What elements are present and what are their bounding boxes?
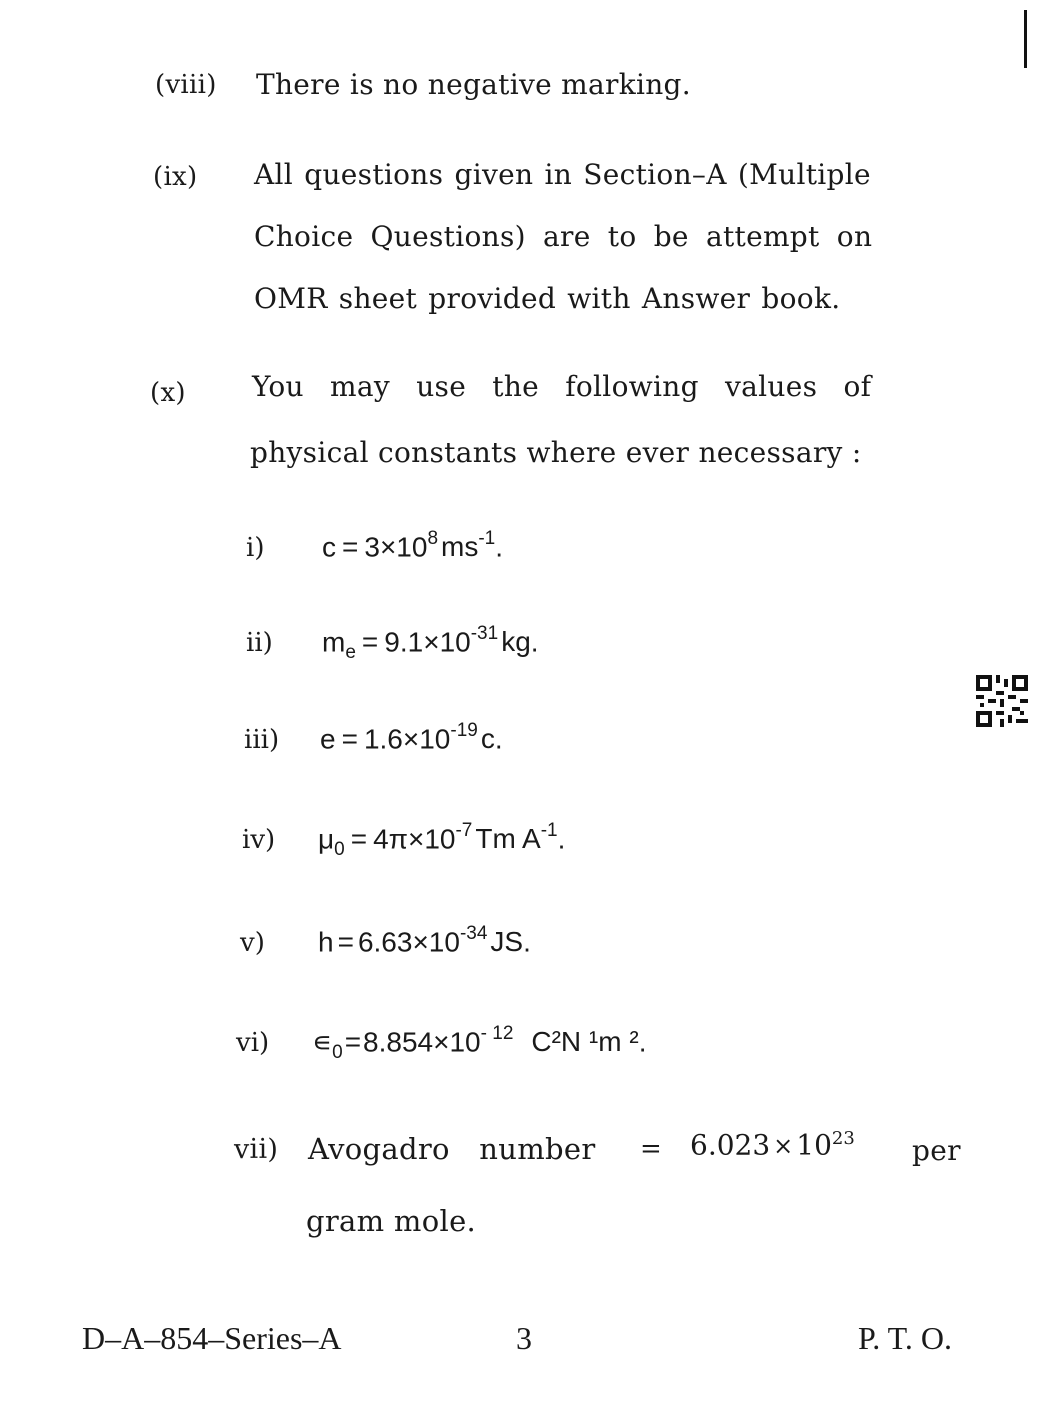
- mantissa: 4π: [373, 823, 408, 855]
- constant-subscript: e: [345, 641, 356, 663]
- instruction-ix-line-1: All questions given in Section–A (Multiple: [254, 158, 871, 191]
- instruction-label-viii: (viii): [155, 70, 217, 100]
- unit: c: [480, 723, 495, 755]
- instruction-ix-line-2: Choice Questions) are to be attempt on: [254, 220, 873, 253]
- constant-label: v): [240, 928, 265, 959]
- constant-row: [246, 625, 539, 664]
- terminal-period: .: [557, 823, 566, 855]
- times-sign: ×: [412, 926, 429, 958]
- unit: Tm A: [475, 823, 541, 855]
- constant-symbol: ∊: [312, 1026, 333, 1058]
- constant-subscript: 0: [334, 838, 345, 860]
- mantissa: 6.63: [357, 926, 413, 958]
- instruction-label-x: (x): [150, 378, 186, 408]
- pto-note: P. T. O.: [858, 1320, 952, 1356]
- constant-symbol: h: [318, 926, 334, 958]
- equals-sign: =: [337, 926, 354, 958]
- mantissa: 1.6: [363, 723, 403, 755]
- avogadro-exponent: 23: [831, 1128, 855, 1149]
- constant-symbol: m: [322, 626, 346, 658]
- terminal-period: .: [523, 926, 531, 958]
- times-sign: ×: [402, 723, 420, 755]
- terminal-period: .: [530, 626, 539, 658]
- terminal-period: .: [495, 531, 504, 563]
- constant-row: [240, 925, 531, 958]
- base: 10: [449, 1026, 481, 1058]
- instruction-viii-line-1: There is no negative marking.: [256, 68, 691, 101]
- base: 10: [419, 723, 451, 755]
- mantissa: 3: [364, 531, 380, 563]
- unit-exponent: -1: [478, 528, 496, 549]
- equals-sign: =: [342, 531, 359, 563]
- constant-row: [244, 722, 503, 755]
- avogadro-equals: =: [640, 1134, 663, 1164]
- equals-sign: =: [361, 626, 379, 658]
- page-number: 3: [516, 1320, 532, 1356]
- exponent: 8: [427, 528, 439, 549]
- constant-row: [236, 1025, 646, 1064]
- constant-label: ii): [246, 628, 273, 659]
- exponent: -31: [470, 623, 499, 644]
- base: 10: [396, 531, 428, 563]
- constant-subscript: 0: [332, 1041, 343, 1063]
- constant-symbol: e: [320, 723, 336, 755]
- avogadro-name: Avogadro number: [308, 1132, 596, 1166]
- times-sign: ×: [423, 626, 440, 658]
- constant-label: iii): [244, 725, 280, 756]
- equals-sign: =: [344, 1026, 362, 1058]
- times-sign: ×: [773, 1132, 794, 1161]
- avogadro-value: [690, 1128, 855, 1161]
- avogadro-line-2: gram mole.: [306, 1204, 477, 1238]
- avogadro-per: per: [912, 1134, 961, 1167]
- equals-sign: =: [341, 723, 358, 755]
- unit: C²N ¹m ²: [531, 1026, 639, 1058]
- unit: ms: [441, 531, 479, 563]
- base: 10: [428, 926, 460, 958]
- times-sign: ×: [407, 823, 425, 855]
- exponent: -34: [459, 923, 488, 944]
- constant-label: i): [246, 533, 265, 564]
- instruction-x-line-1: You may use the following values of: [252, 370, 872, 403]
- instruction-ix-line-3: OMR sheet provided with Answer book.: [254, 282, 841, 315]
- constant-label: vi): [236, 1028, 270, 1059]
- unit: kg: [501, 626, 531, 658]
- exponent: -7: [455, 820, 473, 841]
- constant-symbol: μ: [318, 823, 335, 855]
- constant-label-vii: vii): [234, 1134, 279, 1165]
- constant-row: [242, 822, 565, 861]
- avogadro-mantissa: 6.023: [690, 1128, 771, 1162]
- base: 10: [439, 626, 471, 658]
- times-sign: ×: [379, 531, 397, 563]
- paper-code: D–A–854–Series–A: [82, 1320, 342, 1356]
- mantissa: 9.1: [384, 626, 424, 658]
- qr-code-icon: [976, 675, 1028, 727]
- exponent: - 12: [480, 1023, 514, 1044]
- unit-exponent: -1: [540, 820, 558, 841]
- unit: JS: [490, 926, 524, 958]
- instruction-x-line-2: physical constants where ever necessary :: [250, 436, 862, 469]
- mantissa: 8.854: [363, 1026, 434, 1058]
- instruction-label-ix: (ix): [153, 162, 198, 192]
- base: 10: [424, 823, 456, 855]
- constant-symbol: c: [322, 531, 336, 563]
- exponent: -19: [450, 720, 478, 741]
- constant-label: iv): [242, 825, 276, 856]
- margin-bar: [1024, 10, 1027, 68]
- times-sign: ×: [433, 1026, 450, 1058]
- constant-row: [246, 530, 503, 563]
- equals-sign: =: [350, 823, 368, 855]
- avogadro-base: 10: [796, 1128, 832, 1162]
- terminal-period: .: [638, 1026, 647, 1058]
- terminal-period: .: [494, 723, 503, 755]
